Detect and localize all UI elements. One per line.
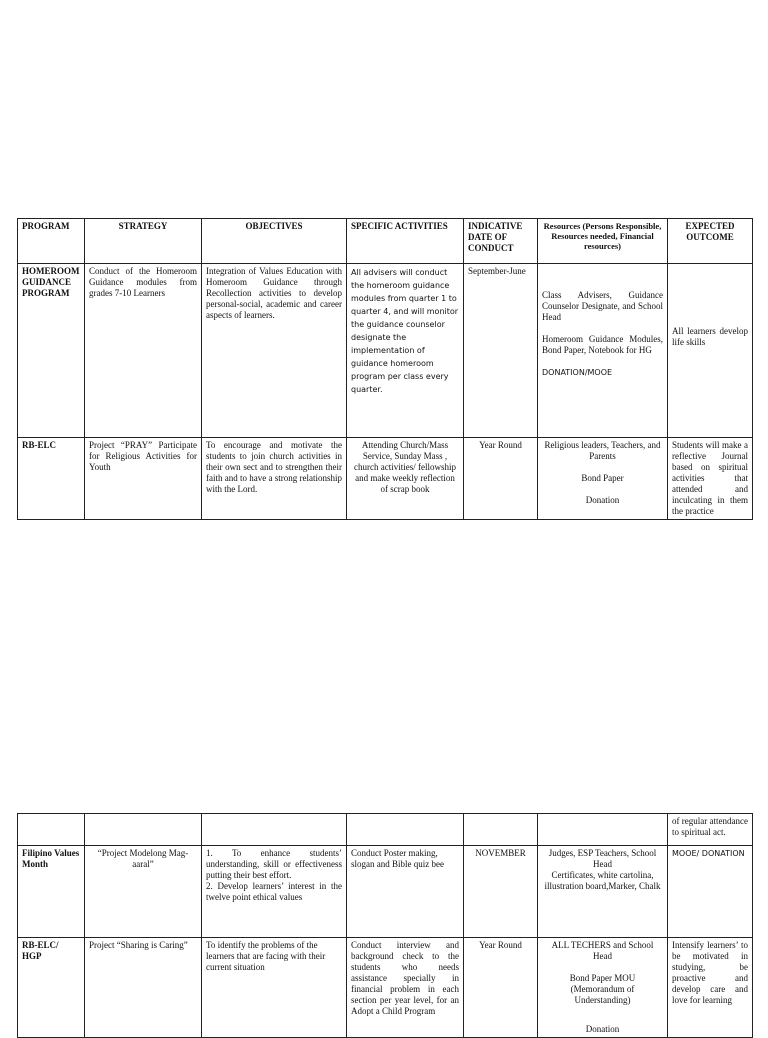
resources-funding: Donation (585, 1024, 620, 1034)
table-row (18, 438, 753, 520)
objectives-cell: To identify the problems of the learners that are facing with their current situation (202, 938, 347, 1038)
activities-cell: Conduct Poster making, slogan and Bible quiz bee (347, 846, 464, 938)
activities-cell: All advisers will conduct the homeroom guidance modules from quarter 1 to quarter 4, and will monitor the guidance counselor designate the implementation of guidance homeroom program per class every quarter. (347, 264, 464, 438)
program-cell: RB-ELC/ HGP (18, 938, 85, 1038)
date-cell: September-June (464, 264, 538, 438)
resources-materials: Bond Paper (581, 473, 624, 483)
resources-persons: Class Advisers, Guidance Counselor Designate, and School Head (542, 290, 663, 322)
strategy-cell: Project “Sharing is Caring” (85, 938, 202, 1038)
strategy-cell: “Project Modelong Mag-aaral” (85, 846, 202, 938)
objectives-cell (202, 846, 347, 938)
resources-cell (538, 814, 668, 846)
resources-funding: DONATION/MOOE (542, 368, 613, 377)
action-plan-table-1 (17, 218, 753, 520)
activities-cell (347, 814, 464, 846)
outcome-cell: of regular attendance to spiritual act. (668, 814, 753, 846)
resources-cell (538, 938, 668, 1038)
header-date-of-conduct: INDICATIVE DATE OF CONDUCT (464, 219, 538, 264)
program-cell: RB-ELC (18, 438, 85, 520)
resources-persons: Judges, ESP Teachers, School Head (548, 848, 657, 869)
strategy-cell (85, 814, 202, 846)
program-cell (18, 814, 85, 846)
outcome-cell: All learners develop life skills (668, 264, 753, 438)
outcome-cell: Students will make a reflective Journal based on spiritual activities that attended and inculcating in them the practice (668, 438, 753, 520)
program-cell: Filipino Values Month (18, 846, 85, 938)
header-resources: Resources (Persons Responsible, Resources needed, Financial resources) (538, 219, 668, 264)
objectives-cell (202, 814, 347, 846)
resources-persons: ALL TECHERS and School Head (551, 940, 654, 961)
header-program: PROGRAM (18, 219, 85, 264)
action-plan-table-2 (17, 813, 753, 1038)
date-cell: NOVEMBER (464, 846, 538, 938)
objective-item: 1. To enhance students’ understanding, skill or effectiveness putting their best effort. (206, 848, 342, 880)
objectives-cell: To encourage and motivate the students to join church activities in their own sect and to strengthen their faith and to have a strong relationship with the Lord. (202, 438, 347, 520)
resources-cell (538, 264, 668, 438)
objectives-cell: Integration of Values Education with Homeroom Guidance through Recollection activities to develop personal-social, academic and career aspects of learners. (202, 264, 347, 438)
date-cell (464, 814, 538, 846)
resources-persons: Religious leaders, Teachers, and Parents (544, 440, 661, 461)
objective-item: 2. Develop learners’ interest in the twelve point ethical values (206, 881, 342, 902)
resources-materials: Certificates, white cartolina, illustration board,Marker, Chalk (544, 870, 661, 891)
program-cell: HOMEROOM GUIDANCE PROGRAM (18, 264, 85, 438)
table-row (18, 264, 753, 438)
table-header-row (18, 219, 753, 264)
header-specific-activities: SPECIFIC ACTIVITIES (347, 219, 464, 264)
header-objectives: OBJECTIVES (202, 219, 347, 264)
outcome-cell: Intensify learners’ to be motivated in studying, be proactive and develop care and love for learning (668, 938, 753, 1038)
date-cell: Year Round (464, 938, 538, 1038)
strategy-cell: Conduct of the Homeroom Guidance modules from grades 7-10 Learners (85, 264, 202, 438)
date-cell: Year Round (464, 438, 538, 520)
resources-cell (538, 846, 668, 938)
table-row (18, 846, 753, 938)
outcome-cell: MOOE/ DONATION (668, 846, 753, 938)
activities-cell: Attending Church/Mass Service, Sunday Mass , church activities/ fellowship and make weekly reflection of scrap book (347, 438, 464, 520)
resources-materials: Bond Paper MOU (Memorandum of Understanding) (569, 973, 636, 1005)
header-expected-outcome: EXPECTED OUTCOME (668, 219, 753, 264)
resources-funding: Donation (585, 495, 620, 505)
resources-materials: Homeroom Guidance Modules, Bond Paper, Notebook for HG (542, 334, 663, 355)
table-row (18, 814, 753, 846)
strategy-cell: Project “PRAY” Participate for Religious Activities for Youth (85, 438, 202, 520)
header-strategy: STRATEGY (85, 219, 202, 264)
resources-cell (538, 438, 668, 520)
activities-cell: Conduct interview and background check to the students who needs assistance specially in financial problem in each section per year level, for an Adopt a Child Program (347, 938, 464, 1038)
table-row (18, 938, 753, 1038)
